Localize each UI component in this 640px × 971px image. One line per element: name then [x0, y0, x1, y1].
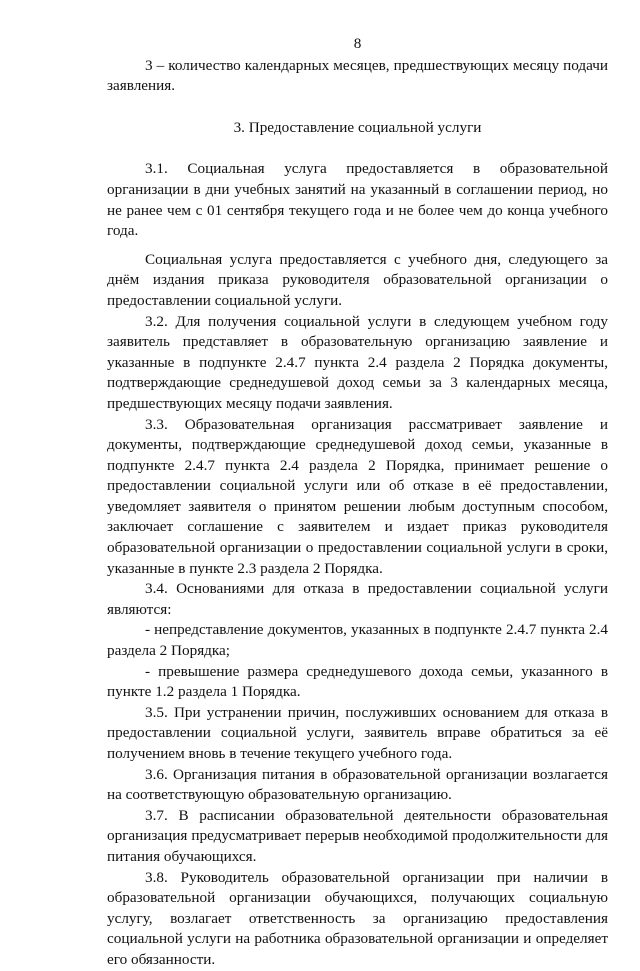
paragraph-3-4: 3.4. Основаниями для отказа в предоставлении социальной услуги являются:	[107, 580, 608, 618]
paragraph-3-1-continued: Социальная услуга предоставляется с учебного дня, следующего за днём издания приказа руководителя образовательной организации о предоставлении социальной услуги.	[107, 250, 608, 309]
paragraph-3-6: 3.6. Организация питания в образовательной организации возлагается на соответствующую образовательную организацию.	[107, 765, 608, 804]
paragraph-3-3: 3.3. Образовательная организация рассматривает заявление и документы, подтверждающие среднедушевой доход семьи, указанные в подпункте 2.4.7 пункта 2.4 раздела 2 Порядка, принимает решение о предоставлении социальной услуги или об отказе в её предоставлении, уведомляет заявителя о принятом решении любым доступным способом, заключает соглашение с заявителем и издает приказ руководителя образовательной организации о предоставлении социальной услуги в сроки, указанные в пункте 2.3 раздела 2 Порядка.	[107, 415, 608, 577]
section-title: 3. Предоставление социальной услуги	[233, 118, 482, 136]
paragraph-3-4-item-a: - непредставление документов, указанных в подпункте 2.4.7 пункта 2.4 раздела 2 Порядка;	[107, 621, 608, 660]
paragraph-3-2: 3.2. Для получения социальной услуги в следующем учебном году заявитель представляет в образовательную организацию заявление и указанные в подпункте 2.4.7 пункта 2.4 раздела 2 Порядка документы, подтверждающие среднедушевой доход семьи за 3 календарных месяца, предшествующих месяцу подачи заявления.	[107, 312, 608, 412]
paragraph-3-1: 3.1. Социальная услуга предоставляется в образовательной организации в дни учебных занятий на указанный в соглашении период, но не ранее чем с 01 сентября текущего года и не более чем до конца учебного года.	[107, 160, 608, 240]
paragraph-gap	[107, 242, 608, 250]
page-number: 8	[353, 35, 362, 52]
paragraph-3-5: 3.5. При устранении причин, послуживших основанием для отказа в предоставлении социальной услуги, заявитель вправе обратиться за её получением вновь в течение текущего учебного года.	[107, 703, 608, 762]
paragraph-3-8: 3.8. Руководитель образовательной организации при наличии в образовательной организации обучающихся, получающих социальную услугу, возлагает ответственность за организацию предоставления социальной услуги на работника образовательной организации и определяет его обязанности.	[107, 868, 608, 968]
paragraph-3-4-item-b: - превышение размера среднедушевого дохода семьи, указанного в пункте 1.2 раздела 1 Порядка.	[107, 662, 608, 701]
paragraph-3-7: 3.7. В расписании образовательной деятельности образовательная организация предусматривает перерыв необходимой продолжительности для питания обучающихся.	[107, 806, 608, 865]
intro-paragraph: 3 – количество календарных месяцев, предшествующих месяцу подачи заявления.	[107, 56, 608, 95]
